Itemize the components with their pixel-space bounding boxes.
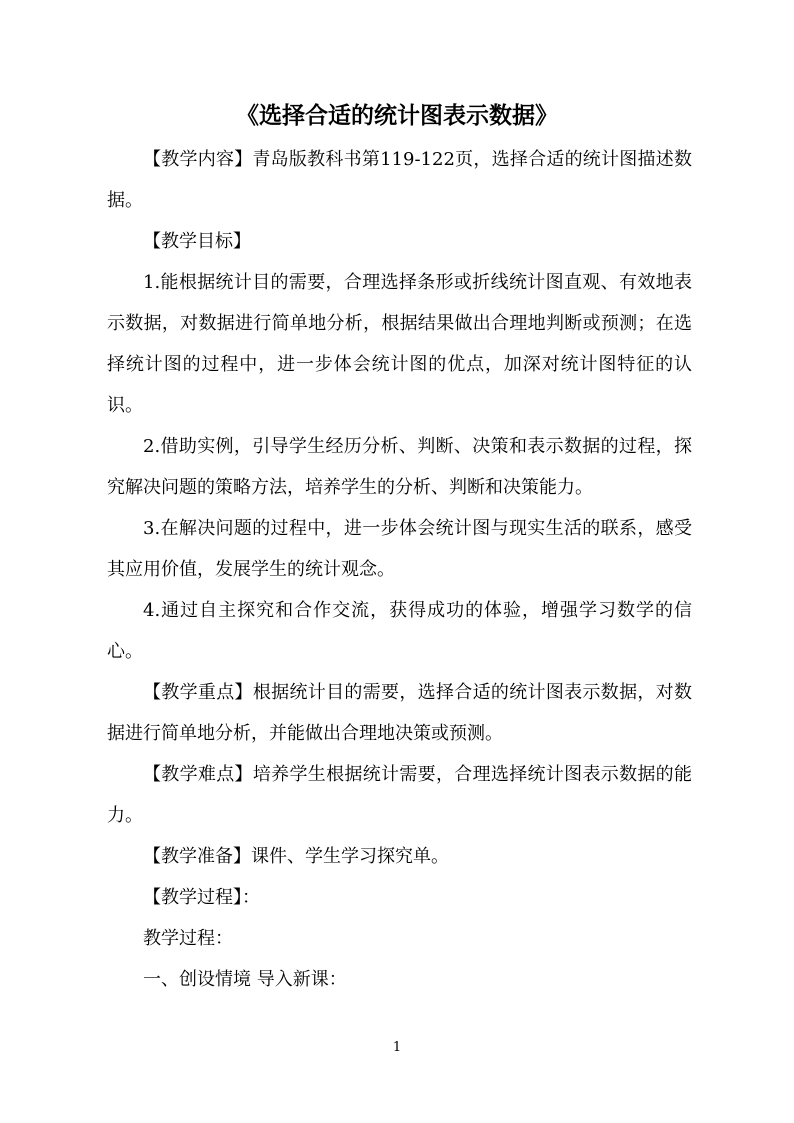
document-body	[107, 139, 692, 1000]
paragraph-goal-4: 4.通过自主探究和合作交流，获得成功的体验，增强学习数学的信心。	[107, 600, 692, 662]
paragraph-goal-1: 1.能根据统计目的需要，合理选择条形或折线统计图直观、有效地表示数据，对数据进行简单地分析，根据结果做出合理地判断或预测；在选择统计图的过程中，进一步体会统计图的优点，加深对统计图特征的认识。	[107, 272, 692, 416]
paragraph-process-heading: 【教学过程】：	[143, 887, 260, 908]
paragraph-section-1-heading: 一、创设情境 导入新课：	[143, 969, 347, 990]
page-number: 1	[392, 1040, 402, 1055]
document-title: 《选择合适的统计图表示数据》	[236, 102, 558, 129]
paragraph-goal-2: 2.借助实例，引导学生经历分析、判断、决策和表示数据的过程，探究解决问题的策略方法，培养学生的分析、判断和决策能力。	[107, 436, 692, 498]
paragraph-preparation: 【教学准备】课件、学生学习探究单。	[143, 846, 449, 867]
paragraph-process-label: 教学过程：	[143, 928, 233, 949]
paragraph-goal-3: 3.在解决问题的过程中，进一步体会统计图与现实生活的联系，感受其应用价值，发展学生的统计观念。	[107, 518, 692, 580]
paragraph-teaching-goals-heading: 【教学目标】	[143, 231, 251, 252]
paragraph-key-points: 【教学重点】根据统计目的需要，选择合适的统计图表示数据，对数据进行简单地分析，并能做出合理地决策或预测。	[107, 682, 692, 744]
paragraph-difficult-points: 【教学难点】培养学生根据统计需要，合理选择统计图表示数据的能力。	[107, 764, 692, 826]
paragraph-teaching-content: 【教学内容】青岛版教科书第119-122页，选择合适的统计图描述数据。	[107, 149, 692, 211]
